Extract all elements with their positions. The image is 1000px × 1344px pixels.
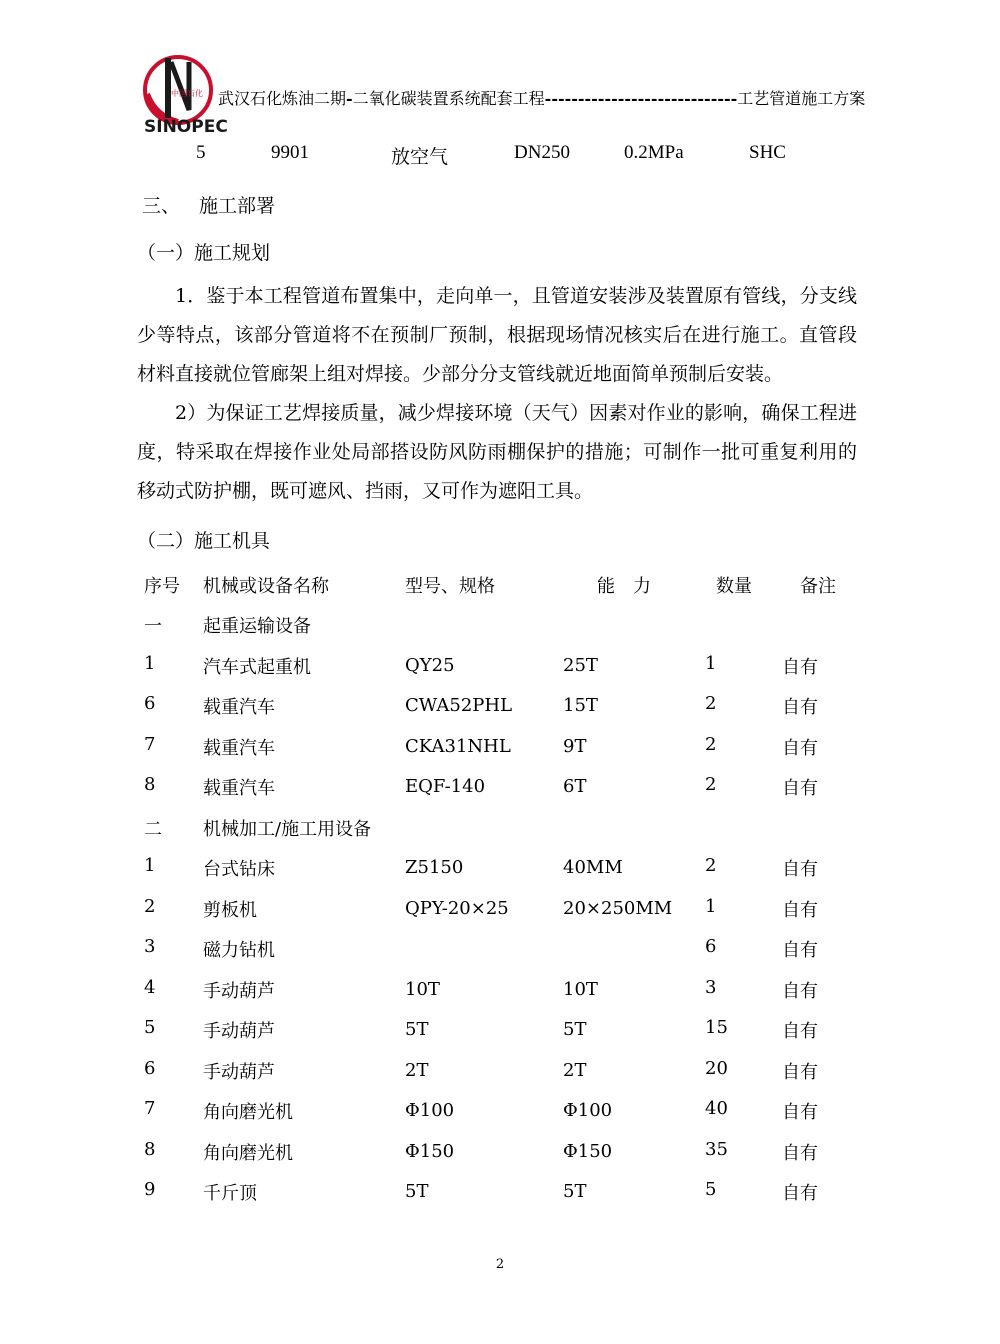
- row-name: 角向磨光机: [203, 1142, 293, 1164]
- row-capacity: 40MM: [563, 857, 623, 878]
- pipe-code: 9901: [271, 142, 309, 163]
- subsection-machinery: （二）施工机具: [137, 530, 271, 552]
- paragraph-1: [137, 277, 857, 394]
- paragraph-2-text: 2）为保证工艺焊接质量，减少焊接环境（天气）因素对作业的影响，确保工程进度，特采取在焊接作业处局部搭设防风防雨棚保护的措施；可制作一批可重复利用的移动式防护棚，既可遮风、挡雨，又可作为遮阳工具。: [137, 402, 857, 502]
- row-name: 载重汽车: [203, 697, 275, 718]
- row-no: 8: [144, 774, 156, 795]
- row-qty: 3: [705, 976, 717, 998]
- pipe-no: 5: [196, 142, 206, 163]
- row-remark: 自有: [782, 940, 818, 961]
- row-qty: 1: [705, 895, 717, 917]
- header-dash: -: [346, 89, 353, 108]
- row-remark: 自有: [782, 859, 818, 880]
- row-capacity: 10T: [563, 978, 598, 1000]
- row-capacity: 6T: [563, 776, 587, 797]
- row-remark: 自有: [782, 1061, 818, 1083]
- row-name: 载重汽车: [203, 737, 275, 759]
- row-remark: 自有: [782, 697, 818, 718]
- row-capacity: 5T: [563, 1181, 587, 1202]
- row-model: Z5150: [405, 857, 464, 878]
- row-name: 手动葫芦: [203, 1061, 275, 1083]
- row-model: 10T: [405, 978, 440, 1000]
- row-remark: 自有: [782, 1102, 818, 1123]
- pipe-size: DN250: [514, 142, 570, 163]
- row-name: 角向磨光机: [203, 1102, 293, 1123]
- row-no: 7: [144, 1098, 156, 1119]
- svg-text:SINOPEC: SINOPEC: [144, 117, 228, 137]
- pipe-medium: 放空气: [391, 147, 449, 168]
- row-no: 一: [144, 616, 162, 637]
- row-name: 台式钻床: [203, 859, 275, 880]
- row-model: QY25: [405, 654, 455, 676]
- header-dashes: -----------------------------: [544, 89, 738, 108]
- header-title: [218, 86, 865, 109]
- row-qty: 1: [705, 652, 717, 674]
- row-no: 6: [144, 693, 156, 714]
- row-model: CKA31NHL: [405, 735, 511, 757]
- row-qty: 35: [705, 1138, 728, 1160]
- row-capacity: 9T: [563, 735, 587, 757]
- row-model: 5T: [405, 1181, 429, 1202]
- row-no: 5: [144, 1017, 156, 1038]
- row-model: Φ150: [405, 1140, 455, 1162]
- row-capacity: 5T: [563, 1019, 587, 1040]
- paragraph-2: [137, 394, 857, 511]
- row-no: 3: [144, 936, 156, 957]
- row-no: 7: [144, 733, 156, 755]
- row-capacity: Φ100: [563, 1100, 613, 1121]
- header-title-right: 工艺管道施工方案: [737, 89, 866, 108]
- row-name: 起重运输设备: [203, 616, 311, 637]
- row-qty: 2: [705, 855, 717, 876]
- row-remark: 自有: [782, 1183, 818, 1204]
- subsection-planning: （一）施工规划: [137, 242, 271, 264]
- row-name: 手动葫芦: [203, 980, 275, 1002]
- row-no: 1: [144, 855, 156, 876]
- row-model: CWA52PHL: [405, 695, 513, 716]
- row-remark: 自有: [782, 980, 818, 1002]
- row-name: 汽车式起重机: [203, 656, 311, 678]
- row-capacity: 2T: [563, 1059, 587, 1081]
- header-model: 型号、规格: [405, 576, 495, 597]
- paragraph-1-text: 1．鉴于本工程管道布置集中，走向单一，且管道安装涉及装置原有管线，分支线少等特点，该部分管道将不在预制厂预制，根据现场情况核实后在进行施工。直管段材料直接就位管廊架上组对焊接。少部分分支管线就近地面简单预制后安装。: [137, 285, 857, 385]
- row-model: EQF-140: [405, 776, 486, 797]
- row-no: 4: [144, 976, 156, 998]
- header-capacity: 能 力: [597, 576, 651, 597]
- header-name: 机械或设备名称: [203, 576, 329, 597]
- row-model: 2T: [405, 1059, 429, 1081]
- row-name: 机械加工/施工用设备: [203, 818, 372, 840]
- row-no: 2: [144, 895, 156, 917]
- row-qty: 15: [705, 1017, 728, 1038]
- row-remark: 自有: [782, 1021, 818, 1042]
- row-model: 5T: [405, 1019, 429, 1040]
- row-qty: 2: [705, 774, 717, 795]
- row-no: 8: [144, 1138, 156, 1160]
- section-number: 三、: [142, 195, 181, 217]
- row-capacity: 15T: [563, 695, 598, 716]
- row-name: 剪板机: [203, 899, 257, 921]
- row-no: 二: [144, 818, 162, 840]
- pipe-pressure: 0.2MPa: [624, 142, 684, 163]
- row-qty: 2: [705, 733, 717, 755]
- row-qty: 6: [705, 936, 717, 957]
- pipe-material: SHC: [749, 142, 786, 163]
- row-name: 磁力钻机: [203, 940, 275, 961]
- row-qty: 40: [705, 1098, 728, 1119]
- header-remark: 备注: [800, 576, 836, 597]
- row-remark: 自有: [782, 1142, 818, 1164]
- row-qty: 2: [705, 693, 717, 714]
- row-qty: 5: [705, 1179, 717, 1200]
- row-remark: 自有: [782, 899, 818, 921]
- row-remark: 自有: [782, 778, 818, 799]
- row-name: 千斤顶: [203, 1183, 257, 1204]
- sinopec-logo: [141, 54, 228, 137]
- row-qty: 20: [705, 1057, 728, 1079]
- row-capacity: 25T: [563, 654, 598, 676]
- row-name: 手动葫芦: [203, 1021, 275, 1042]
- row-no: 1: [144, 652, 156, 674]
- page-number: 2: [495, 1257, 505, 1272]
- row-no: 6: [144, 1057, 156, 1079]
- row-model: QPY-20×25: [405, 897, 509, 919]
- row-capacity: Φ150: [563, 1140, 613, 1162]
- header-qty: 数量: [716, 576, 752, 597]
- row-remark: 自有: [782, 656, 818, 678]
- row-name: 载重汽车: [203, 778, 275, 799]
- row-remark: 自有: [782, 737, 818, 759]
- header-no: 序号: [144, 576, 180, 597]
- header-title-mid: 二氧化碳装置系统配套工程: [352, 89, 545, 108]
- row-no: 9: [144, 1179, 156, 1200]
- row-model: Φ100: [405, 1100, 455, 1121]
- section-title: 施工部署: [199, 195, 276, 217]
- header-title-left: 武汉石化炼油二期: [218, 89, 347, 108]
- row-capacity: 20×250MM: [563, 897, 673, 919]
- svg-text:中国石化: 中国石化: [171, 89, 203, 98]
